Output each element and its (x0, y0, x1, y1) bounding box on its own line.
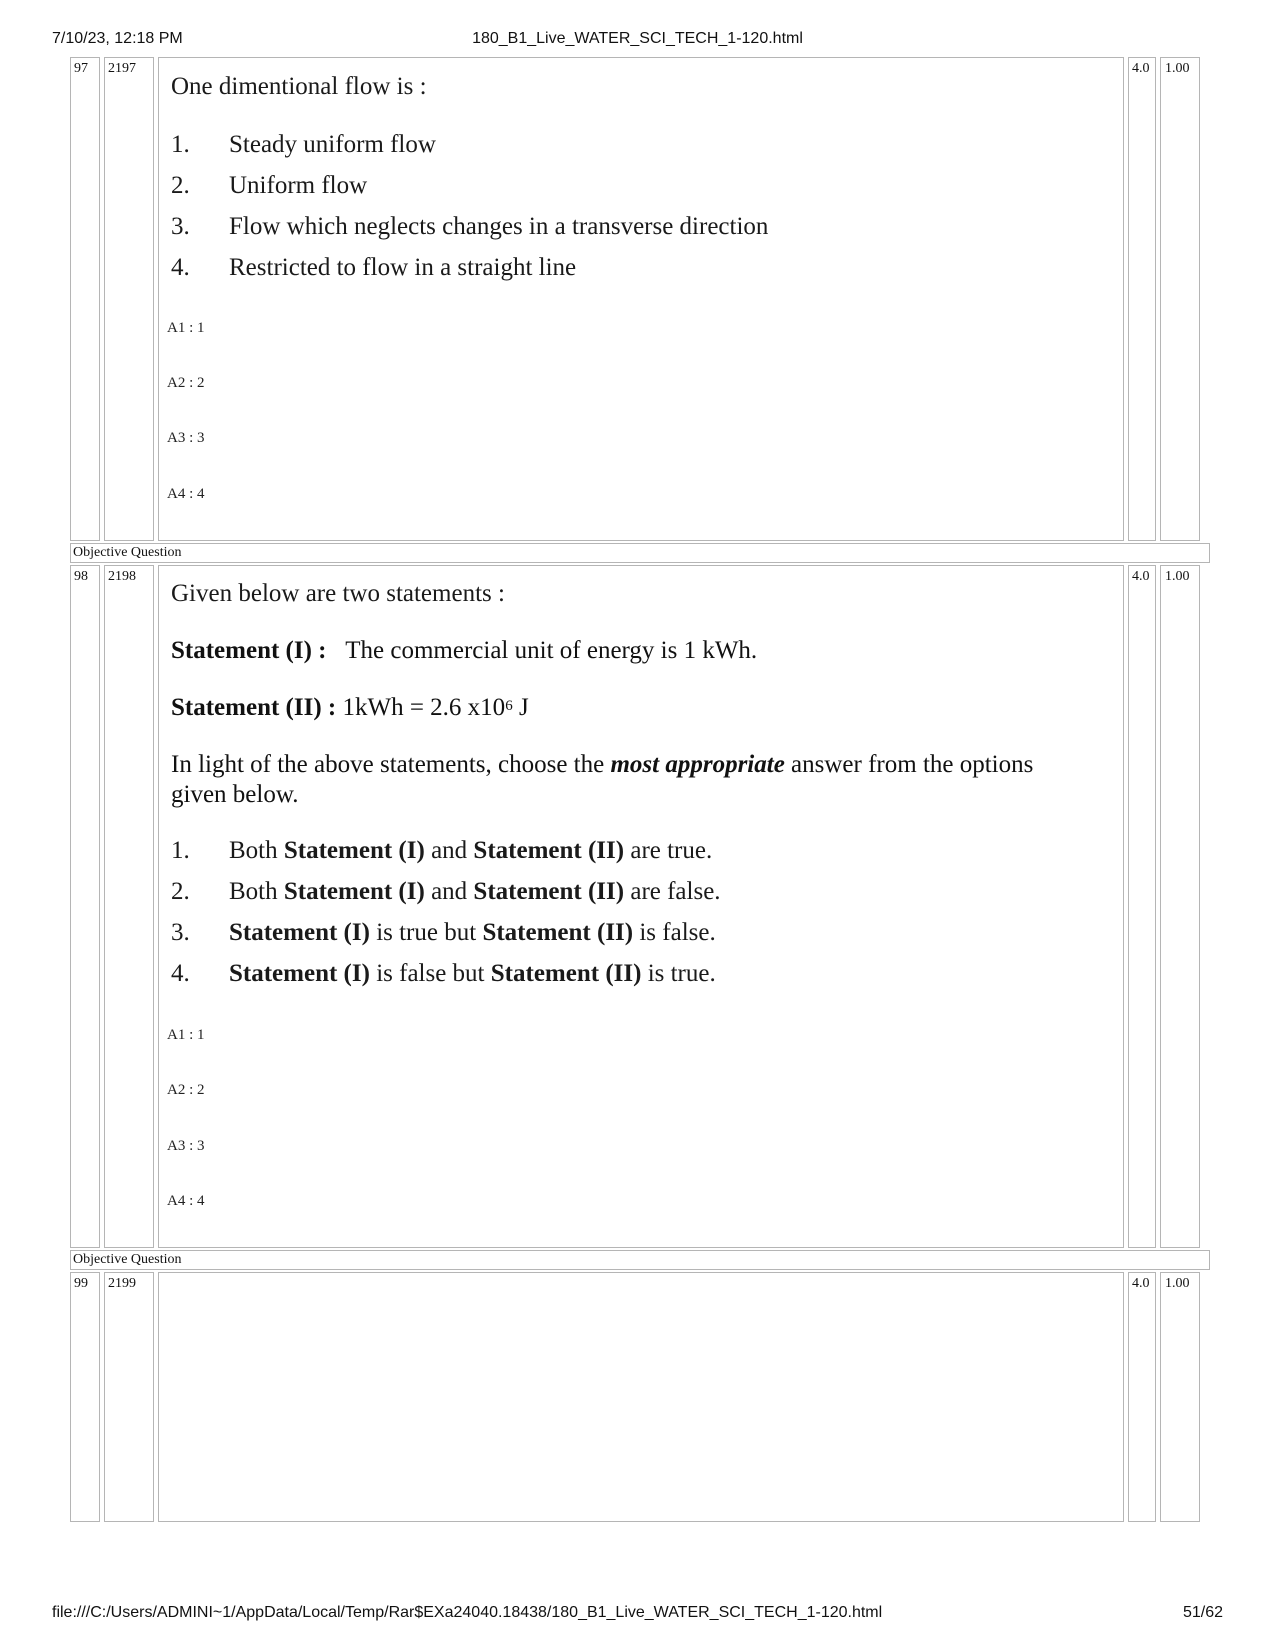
option-word: Statement (II) (482, 919, 634, 946)
option-text: Restricted to flow in a straight line (229, 254, 577, 281)
question-number: 98 (70, 565, 100, 1248)
statement-2-exponent: 6 (505, 698, 513, 714)
answer-key: A1 : 1 (167, 1027, 205, 1043)
option-word: is true but (376, 919, 477, 946)
option-word: is true. (647, 960, 716, 987)
option-number: 4. (171, 254, 190, 281)
option-word: Statement (I) (229, 919, 370, 946)
option-word: Statement (I) (229, 960, 370, 987)
print-footer (0, 1604, 1275, 1626)
question-row (70, 1272, 1210, 1522)
question-body (158, 57, 1124, 541)
option-number: 2. (171, 878, 190, 905)
option-word: Both (229, 837, 278, 864)
instruction-part: In light of the above statements, choose the (171, 751, 611, 778)
option-number: 3. (171, 919, 190, 946)
instruction-part: answer from the options given below. (171, 751, 1034, 808)
option-text (229, 959, 716, 989)
file-path: file:///C:/Users/ADMINI~1/AppData/Local/Temp/Rar$EXa24040.18438/180_B1_Live_WATER_SCI_TECH_1-120.html (52, 1604, 883, 1621)
option-word: Both (229, 878, 278, 905)
statement-2-text: 1kWh = 2.6 x10 (342, 694, 506, 721)
option-number: 1. (171, 131, 190, 158)
answer-key: A4 : 4 (167, 486, 205, 502)
question-text: One dimentional flow is : (171, 73, 427, 100)
instruction-emphasis: most appropriate (610, 751, 785, 778)
option-number: 1. (171, 837, 190, 864)
option-word: Statement (II) (473, 878, 625, 905)
option-word: are false. (630, 878, 721, 905)
negative-marks: 1.00 (1160, 565, 1200, 1248)
marks: 4.0 (1128, 1272, 1156, 1522)
answer-key: A2 : 2 (167, 375, 205, 391)
statement-1 (171, 636, 757, 666)
statement-2-label: Statement (II) : (171, 694, 337, 721)
question-number: 97 (70, 57, 100, 541)
print-datetime: 7/10/23, 12:18 PM (52, 30, 183, 47)
option-text: Uniform flow (229, 172, 368, 199)
option-text: Flow which neglects changes in a transverse direction (229, 213, 769, 240)
question-number: 99 (70, 1272, 100, 1522)
marks: 4.0 (1128, 565, 1156, 1248)
answer-key: A1 : 1 (167, 320, 205, 336)
marks: 4.0 (1128, 57, 1156, 541)
option-text (229, 877, 721, 907)
statement-1-label: Statement (I) : (171, 637, 327, 664)
negative-marks: 1.00 (1160, 1272, 1200, 1522)
question-id: 2199 (104, 1272, 154, 1522)
answer-key: A3 : 3 (167, 1138, 205, 1154)
answer-key: A2 : 2 (167, 1082, 205, 1098)
print-header (0, 30, 1275, 52)
option-word: is false but (376, 960, 485, 987)
question-row (70, 565, 1210, 1248)
option-text (229, 918, 716, 948)
statement-1-text: The commercial unit of energy is 1 kWh. (345, 637, 758, 664)
option-word: are true. (630, 837, 713, 864)
option-word: Statement (I) (283, 837, 425, 864)
option-number: 3. (171, 213, 190, 240)
question-row (70, 57, 1210, 541)
print-title: 180_B1_Live_WATER_SCI_TECH_1-120.html (472, 30, 803, 47)
answer-key: A4 : 4 (167, 1193, 205, 1209)
option-word: Statement (II) (473, 837, 625, 864)
question-text: Given below are two statements : (171, 580, 505, 607)
option-word: Statement (I) (283, 878, 425, 905)
question-type: Objective Question (70, 543, 1210, 563)
option-word: and (431, 837, 468, 864)
statement-2 (171, 693, 529, 723)
question-id: 2197 (104, 57, 154, 541)
option-word: is false. (639, 919, 716, 946)
question-type: Objective Question (70, 1250, 1210, 1270)
negative-marks: 1.00 (1160, 57, 1200, 541)
option-number: 2. (171, 172, 190, 199)
option-text: Steady uniform flow (229, 131, 436, 158)
option-number: 4. (171, 960, 190, 987)
question-body (158, 1272, 1124, 1522)
question-body (158, 565, 1124, 1248)
option-word: and (431, 878, 468, 905)
option-word: Statement (II) (490, 960, 642, 987)
statement-2-unit: J (512, 694, 529, 721)
page-number: 51/62 (1182, 1604, 1223, 1621)
question-id: 2198 (104, 565, 154, 1248)
option-text (229, 836, 712, 866)
answer-key: A3 : 3 (167, 430, 205, 446)
instruction-text (171, 750, 1071, 810)
